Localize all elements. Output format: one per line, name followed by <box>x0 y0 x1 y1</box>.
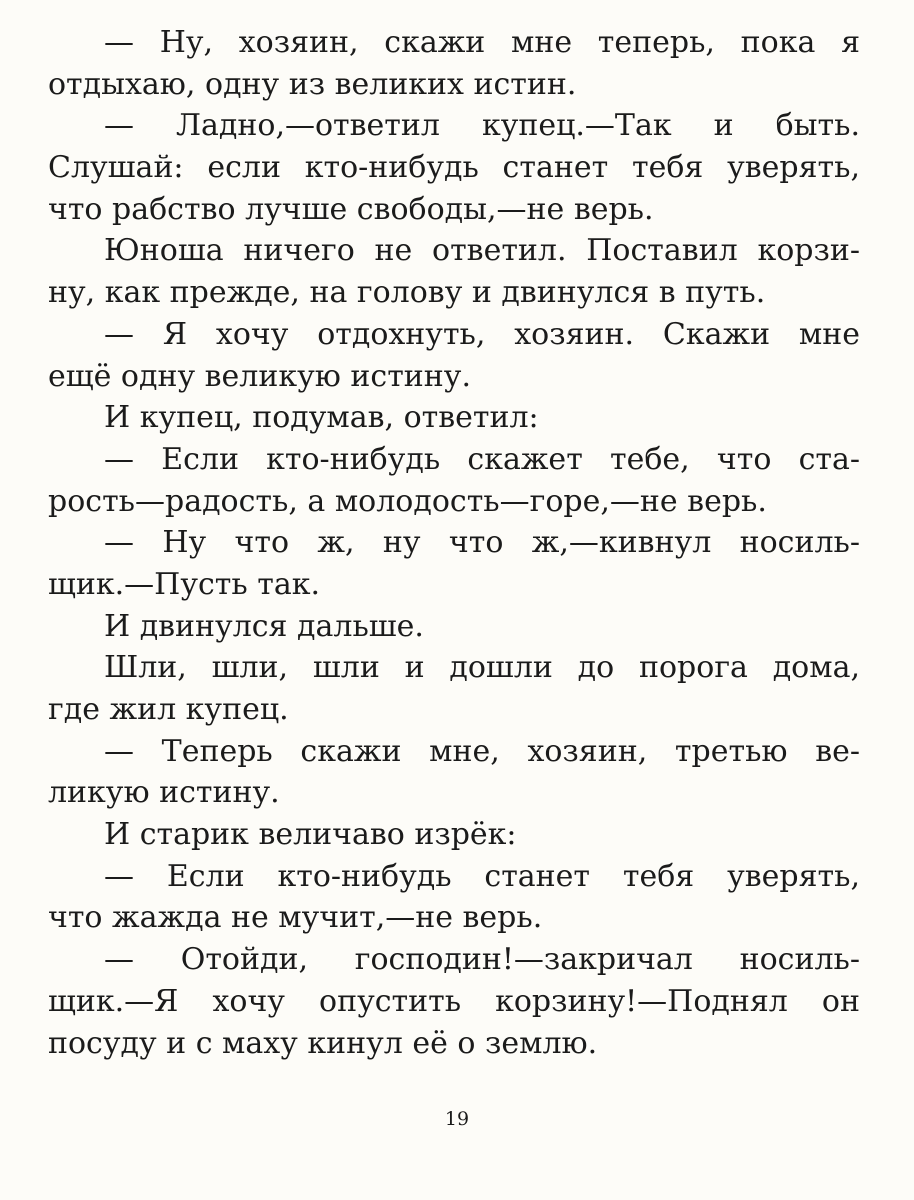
text-line: ещё одну великую истину. <box>48 358 471 394</box>
text-line: Юноша ничего не ответил. Поставил корзи- <box>104 233 860 269</box>
text-line: отдыхаю, одну из великих истин. <box>48 66 577 102</box>
text-line: — Если кто-нибудь станет тебя уверять, <box>104 858 860 894</box>
text-line: что рабство лучше свободы,—не верь. <box>48 191 654 227</box>
text-line: что жажда не мучит,—не верь. <box>48 900 543 936</box>
text-line: — Если кто-нибудь скажет тебе, что ста- <box>104 441 860 477</box>
text-line: — Ну что ж, ну что ж,—кивнул носиль- <box>104 525 860 561</box>
text-line: И старик величаво изрёк: <box>104 817 517 853</box>
text-line: — Ладно,—ответил купец.—Так и быть. <box>104 108 860 144</box>
page-text <box>48 22 860 1064</box>
text-line: щик.—Я хочу опустить корзину!—Поднял он <box>48 983 860 1019</box>
text-line: Шли, шли, шли и дошли до порога дома, <box>104 650 860 686</box>
text-line: ликую истину. <box>48 775 280 811</box>
text-line: ну, как прежде, на голову и двинулся в путь. <box>48 275 766 311</box>
text-line: — Теперь скажи мне, хозяин, третью ве- <box>104 733 860 769</box>
text-line: посуду и с маху кинул её о землю. <box>48 1025 598 1061</box>
text-line: — Я хочу отдохнуть, хозяин. Скажи мне <box>104 316 860 352</box>
page-number: 19 <box>444 1108 470 1130</box>
text-line: где жил купец. <box>48 692 289 727</box>
text-line: И купец, подумав, ответил: <box>104 400 539 436</box>
text-line: — Отойди, господин!—закричал носиль- <box>104 942 860 978</box>
text-line: рость—радость, а молодость—горе,—не верь. <box>48 483 767 519</box>
text-line: И двинулся дальше. <box>104 608 424 644</box>
text-line: Слушай: если кто-нибудь станет тебя уверять, <box>48 150 860 186</box>
text-line: — Ну, хозяин, скажи мне теперь, пока я <box>104 25 860 60</box>
text-line: щик.—Пусть так. <box>48 566 321 602</box>
